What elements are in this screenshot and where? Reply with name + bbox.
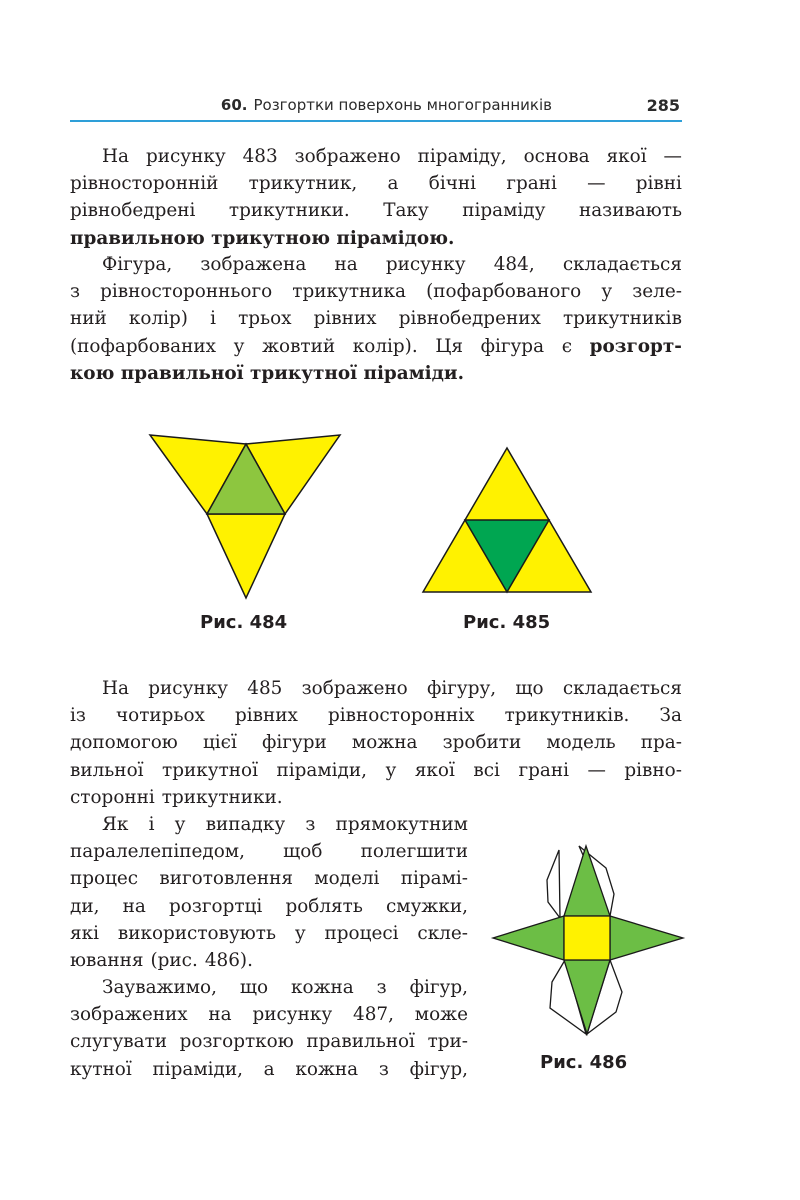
word: (рис. (150, 949, 198, 971)
text-line (70, 784, 682, 811)
word: у (294, 922, 306, 944)
word: складається (562, 678, 682, 699)
word: процесі (324, 922, 399, 944)
paragraph-gluing-strips (70, 811, 468, 974)
word: Ця (435, 335, 463, 357)
word: Як (102, 814, 129, 835)
word: можна (351, 732, 418, 754)
word: фігур, (409, 977, 468, 998)
section-title: Розгортки поверхонь многогранників (253, 96, 552, 114)
word: випадку (205, 814, 286, 835)
word: колір) (128, 308, 188, 330)
word: кутної (70, 1058, 132, 1080)
word: допомогою (70, 732, 178, 754)
word: 487, (353, 1004, 394, 1026)
word: і (148, 814, 155, 835)
word: розгортці (169, 895, 263, 917)
text-line (70, 947, 468, 974)
word: рівнобедрені (70, 200, 196, 222)
word: рівних (235, 705, 298, 727)
word: фігур, (409, 1058, 468, 1080)
word: трикутник, (248, 173, 358, 195)
word: зробити (442, 732, 522, 754)
word: пра- (640, 732, 682, 754)
word: на (208, 1004, 232, 1026)
word: рівностороннього (100, 281, 273, 303)
text-line (70, 1001, 468, 1028)
term-regular-pyramid: правильною трикутною пірамідою. (70, 227, 455, 249)
word: За (659, 705, 682, 727)
word: фігуру, (426, 678, 497, 699)
caption-fig-485: Рис. 485 (463, 612, 551, 633)
word: грані (518, 759, 569, 781)
word: і (210, 308, 216, 330)
word: полегшити (360, 841, 468, 863)
word: виготовлення (159, 868, 293, 890)
word: зеле- (632, 281, 682, 303)
word: ди, (70, 895, 100, 917)
section-heading (221, 96, 552, 114)
word: — (663, 146, 682, 167)
word: трикутної (162, 759, 258, 781)
text-line (70, 1056, 468, 1083)
word: а (387, 173, 399, 195)
word: трикутники. (228, 200, 350, 222)
text-line (70, 1028, 468, 1055)
text-line (70, 278, 682, 305)
word: рисунку (145, 146, 226, 167)
word: рівних (313, 308, 377, 330)
word: трикутників (562, 308, 682, 330)
word: 484, (493, 254, 535, 275)
word: — (587, 759, 606, 781)
text-line (70, 360, 682, 387)
caption-fig-484: Рис. 484 (200, 612, 288, 633)
word: правильної (306, 1031, 415, 1053)
word: у (601, 281, 613, 303)
word: ювання (70, 949, 144, 971)
fig486-face-left (493, 916, 564, 960)
word: чотирьох (116, 705, 205, 727)
text-line (70, 225, 682, 252)
word: є (561, 335, 572, 357)
word: слугувати (70, 1031, 168, 1053)
text-line (70, 838, 468, 865)
word: у (385, 759, 397, 781)
figure-486-pyramid-net (490, 842, 690, 1038)
word: називають (578, 200, 682, 222)
bold-word: розгорт- (589, 335, 682, 357)
word: якої (606, 146, 647, 167)
word: використовують (117, 922, 276, 944)
caption-fig-486: Рис. 486 (540, 1052, 628, 1073)
word: цієї (202, 732, 237, 754)
word: (пофарбованих (70, 335, 216, 357)
fig486-square-base (564, 916, 610, 960)
word: зображених (70, 1004, 188, 1026)
word: піраміди, (276, 759, 367, 781)
text-line (70, 170, 682, 197)
section-number: 60. (220, 96, 248, 114)
word: трьох (238, 308, 292, 330)
paragraph-pyramid-definition (70, 143, 682, 252)
word: у (174, 814, 186, 835)
header-rule (70, 120, 682, 122)
text-line (70, 143, 682, 170)
word: піраміду, (417, 146, 507, 167)
word: колір). (352, 335, 418, 357)
word: роблять (285, 895, 363, 917)
word: пірамі- (400, 868, 468, 890)
word: три- (427, 1031, 468, 1053)
word: Фігура, (102, 254, 173, 275)
word: рівно- (624, 759, 682, 781)
word: На (102, 678, 130, 699)
word: зображено (301, 678, 408, 699)
word: процес (70, 868, 139, 890)
word: паралелепіпедом, (70, 841, 245, 863)
fig484-yellow-triangle-bottom (207, 514, 285, 598)
word: грані (506, 173, 557, 195)
word: всі (473, 759, 500, 781)
text-line (70, 920, 468, 947)
text-line (70, 811, 468, 838)
word: що (515, 678, 544, 699)
text-line (70, 893, 468, 920)
word: бічні (428, 173, 477, 195)
word: рівні (635, 173, 682, 195)
word: може (414, 1004, 468, 1026)
word: 485 (247, 678, 283, 699)
word: 486). (204, 949, 253, 971)
page-header (70, 96, 682, 122)
word: щоб (283, 841, 323, 863)
word: На (102, 146, 130, 167)
word: фігура (480, 335, 545, 357)
word: рівнобедрених (398, 308, 541, 330)
word: смужки, (386, 895, 468, 917)
word: Зауважимо, (102, 977, 217, 998)
word: на (122, 895, 146, 917)
word: трикутників. (504, 705, 630, 727)
word: на (334, 254, 358, 275)
word: скле- (417, 922, 468, 944)
text-line (70, 974, 468, 1001)
word: рівносторонніх (328, 705, 475, 727)
paragraph-equilateral-net (70, 675, 682, 811)
fig486-face-right (610, 916, 683, 960)
word: кожна (291, 977, 354, 998)
text-line (70, 757, 682, 784)
word: трикутники. (161, 786, 283, 808)
word: ний (70, 308, 107, 330)
text-line (70, 197, 682, 224)
word: з (376, 977, 387, 998)
word: (пофарбованого (426, 281, 582, 303)
word: зображено (294, 146, 401, 167)
word: рисунку (148, 678, 229, 699)
word: прямокутним (335, 814, 468, 835)
word: основа (523, 146, 590, 167)
word: модель (546, 732, 616, 754)
text-line (70, 333, 682, 360)
paragraph-figure-487-note (70, 974, 468, 1083)
word: рисунку (252, 1004, 333, 1026)
fig486-glue-strip-top-left (547, 850, 560, 918)
page-number: 285 (646, 96, 680, 115)
word: — (587, 173, 606, 195)
word: піраміду (462, 200, 546, 222)
word: з (378, 1058, 389, 1080)
word: кожна (295, 1058, 359, 1080)
word: вильної (70, 759, 144, 781)
word: у (233, 335, 245, 357)
word: рисунку (385, 254, 466, 275)
word: 483 (242, 146, 278, 167)
text-line (70, 251, 682, 278)
text-line (70, 305, 682, 332)
paragraph-net-description (70, 251, 682, 387)
word: які (70, 922, 99, 944)
word: з (305, 814, 316, 835)
word: Таку (383, 200, 429, 222)
word: піраміди, (152, 1058, 243, 1080)
word: з (70, 281, 81, 303)
word: а (263, 1058, 275, 1080)
word: із (70, 705, 86, 727)
text-line (70, 729, 682, 756)
word: складається (562, 254, 682, 275)
figure-484-net (145, 428, 345, 604)
term-pyramid-net: кою правильної трикутної піраміди. (70, 362, 464, 384)
word: розгорткою (179, 1031, 294, 1053)
text-line (70, 865, 468, 892)
word: сторонні (70, 786, 155, 808)
word: трикутника (292, 281, 406, 303)
figure-485-net (420, 445, 600, 595)
word: якої (414, 759, 455, 781)
word: моделі (314, 868, 380, 890)
word: рівносторонній (70, 173, 219, 195)
word: фігури (262, 732, 327, 754)
text-line (70, 702, 682, 729)
text-line (70, 675, 682, 702)
word: зображена (200, 254, 307, 275)
word: жовтий (262, 335, 336, 357)
word: що (239, 977, 269, 998)
